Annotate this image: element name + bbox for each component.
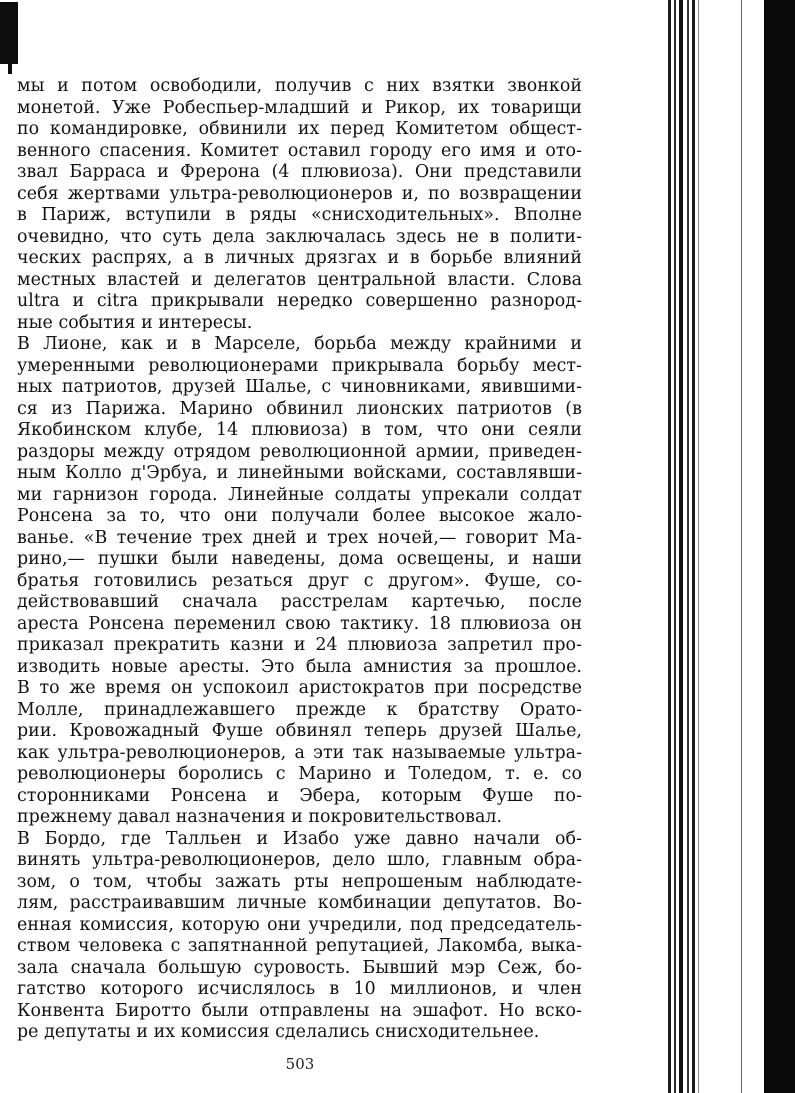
text-line: ванье. «В течение трех дней и трех ночей,— говорит Ма- <box>17 527 582 548</box>
text-line: братья готовились резаться друг с другом». Фуше, со- <box>17 570 582 591</box>
binding-gutter-stripe <box>687 0 689 1093</box>
text-line: революционеры боролись с Марино и Толедом, т. е. со <box>17 764 582 784</box>
text-line: в Париж, вступили в ряды «снисходительных». Вполне <box>17 205 582 225</box>
text-line: звал Барраса и Фрерона (4 плювиоза). Они представили <box>17 162 582 182</box>
text-line: лям, расстраивавшим личные комбинации депутатов. Во- <box>17 893 582 913</box>
text-line: изводить новые аресты. Это была амнистия за прошлое. <box>17 656 582 677</box>
text-line: умеренными революционерами прикрывала борьбу мест- <box>17 355 582 376</box>
text-line: зом, о том, чтобы зажать рты непрошеным наблюдате- <box>17 871 582 892</box>
text-line: венного спасения. Комитет оставил городу его имя и ото- <box>17 140 582 161</box>
text-line: по командировке, обвинили их перед Комитетом общест- <box>17 119 582 139</box>
text-line: прежнему давал назначения и покровительствовал. <box>17 807 503 827</box>
binding-gutter-stripe <box>679 0 683 1093</box>
text-line: очевидно, что суть дела заключалась здесь не в полити- <box>17 226 582 247</box>
text-line: В Бордо, где Талльен и Изабо уже давно начали об- <box>17 828 582 849</box>
text-line: приказал прекратить казни и 24 плювиоза запретил про- <box>17 635 582 655</box>
binding-gutter-stripe <box>674 0 676 1093</box>
text-line: Конвента Биротто были отправлены на эшафот. Но вско- <box>17 1000 582 1021</box>
text-line: местных властей и делегатов центральной власти. Слова <box>17 269 582 290</box>
binding-gutter-stripe <box>741 0 742 1093</box>
text-line: монетой. Уже Робеспьер-младший и Рикор, их товарищи <box>17 97 582 118</box>
text-line: как ультра-революционеров, а эти так называемые ультра- <box>17 742 582 763</box>
text-line: ареста Ронсена переменил свою тактику. 18 плювиоза он <box>17 613 582 634</box>
text-line: ных патриотов, друзей Шалье, с чиновниками, явившими- <box>17 377 582 397</box>
text-line: В Лионе, как и в Марселе, борьба между крайними и <box>17 334 582 354</box>
text-line: сторонниками Ронсена и Эбера, которым Фуше по- <box>17 785 582 806</box>
text-line: гатство которого исчислялось в 10 миллионов, и член <box>17 979 582 999</box>
text-line: раздоры между отрядом революционной армии, приведен- <box>17 441 582 462</box>
text-line: себя жертвами ультра-революционеров и, по возвращении <box>17 183 582 204</box>
text-line: ultra и citra прикрывали нередко совершенно разнород- <box>17 291 582 311</box>
text-line: ми гарнизон города. Линейные солдаты упрекали солдат <box>17 484 582 505</box>
text-line: действовавший сначала расстрелам картечью, после <box>17 592 582 612</box>
text-line: винять ультра-революционеров, дело шло, главным обра- <box>17 850 582 870</box>
scan-corner-mark <box>0 2 18 64</box>
binding-gutter-stripe <box>692 0 695 1093</box>
text-line: Молле, принадлежавшего прежде к братству Орато- <box>17 699 582 720</box>
page-number: 503 <box>285 1055 315 1073</box>
body-text <box>17 76 582 1044</box>
binding-gutter-edge <box>764 0 795 1093</box>
text-line: ре депутаты и их комиссия сделались снисходительнее. <box>17 1022 540 1042</box>
text-line: Якобинском клубе, 14 плювиоза) в том, что они сеяли <box>17 420 582 440</box>
text-line: Ронсена за то, что они получали более высокое жало- <box>17 506 582 526</box>
text-line: мы и потом освободили, получив с них взятки звонкой <box>17 76 582 96</box>
text-line: зала сначала большую суровость. Бывший мэр Сеж, бо- <box>17 957 582 978</box>
binding-gutter-stripe <box>698 0 699 1093</box>
text-line: рии. Кровожадный Фуше обвинял теперь друзей Шалье, <box>17 721 582 741</box>
text-line: ся из Парижа. Марино обвинил лионских патриотов (в <box>17 398 582 419</box>
binding-gutter-stripe <box>668 0 671 1093</box>
text-line: В то же время он успокоил аристократов при посредстве <box>17 678 582 698</box>
text-line: рино,— пушки были наведены, дома освещены, и наши <box>17 549 582 569</box>
text-line: енная комиссия, которую они учредили, под председатель- <box>17 914 582 935</box>
text-line: ством человека с запятнанной репутацией, Лакомба, выка- <box>17 936 582 956</box>
text-line: ные события и интересы. <box>17 312 253 333</box>
text-line: ным Колло д'Эрбуа, и линейными войсками, составлявши- <box>17 463 582 483</box>
text-line: ческих распрях, а в личных дрязгах и в борьбе влияний <box>17 248 582 268</box>
